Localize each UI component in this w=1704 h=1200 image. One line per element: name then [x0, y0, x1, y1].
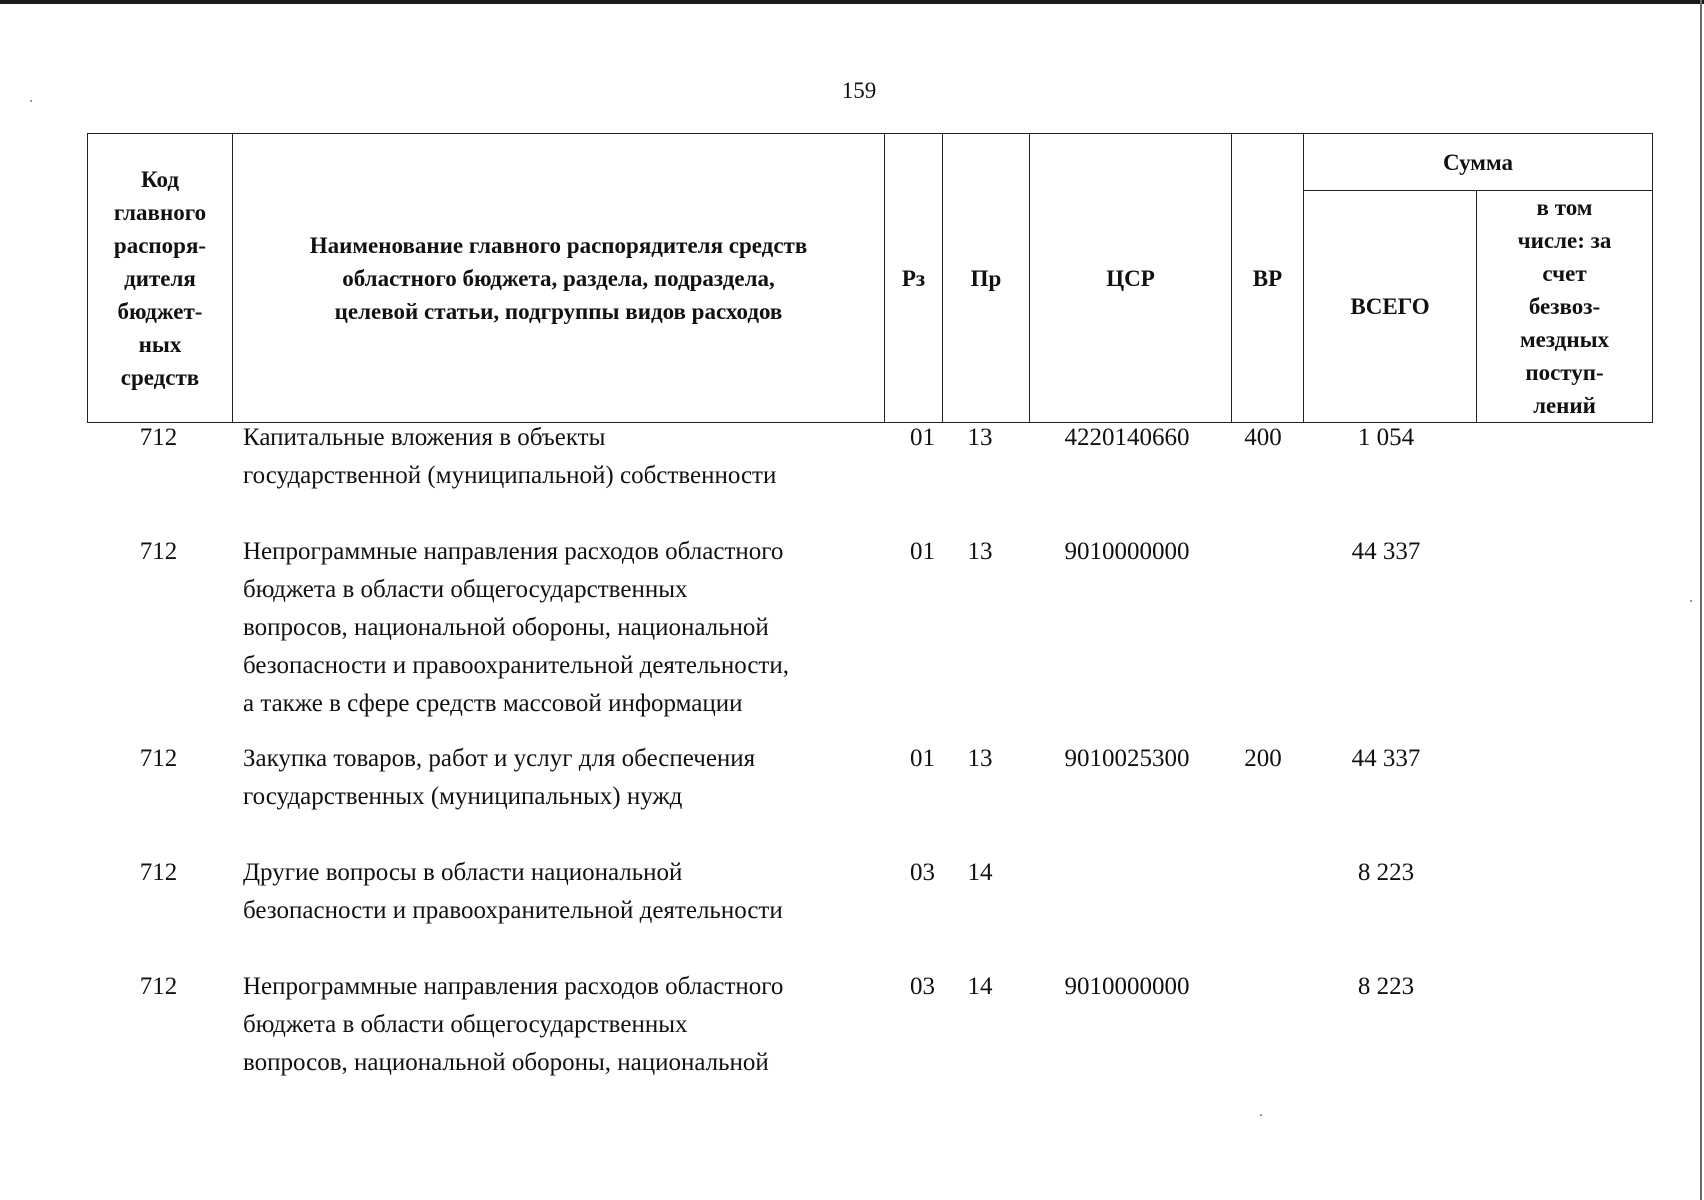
scan-speck [1260, 1114, 1262, 1116]
table-row [87, 740, 1652, 854]
cell-code: 712 [139, 424, 178, 451]
cell-csr: 4220140660 [1064, 424, 1190, 451]
cell-code: 712 [139, 745, 178, 772]
cell-rz: 01 [910, 745, 935, 772]
table-row [87, 968, 1652, 1088]
scan-edge-right [1700, 0, 1702, 1200]
cell-name-line: безопасности и правоохранительной деятельности [243, 897, 783, 924]
header-name-line: Наименование главного распорядителя средств [309, 232, 808, 258]
table-row [87, 854, 1652, 968]
cell-name-line: бюджета в области общегосударственных [243, 1011, 688, 1038]
header-free-line: безвоз- [1528, 294, 1601, 319]
cell-code: 712 [139, 859, 178, 886]
cell-total: 1 054 [1357, 424, 1415, 451]
cell-name-line: вопросов, национальной обороны, национальной [243, 614, 769, 641]
cell-name-line: безопасности и правоохранительной деятельности, [243, 652, 789, 679]
cell-name-line: Непрограммные направления расходов областного [243, 973, 784, 1000]
cell-rz: 01 [910, 538, 935, 565]
cell-rz: 01 [910, 424, 935, 451]
cell-total: 8 223 [1357, 859, 1415, 886]
table-row [87, 419, 1652, 533]
cell-name [243, 968, 883, 1082]
scan-speck [1690, 600, 1692, 602]
cell-csr: 9010000000 [1064, 973, 1190, 1000]
header-code-line: бюджет- [117, 298, 203, 324]
cell-rz: 03 [910, 973, 935, 1000]
cell-pr: 14 [967, 973, 993, 1000]
cell-name-line: бюджета в области общегосударственных [243, 576, 688, 603]
cell-csr: 9010000000 [1064, 538, 1190, 565]
cell-vr: 400 [1244, 424, 1282, 451]
header-total: ВСЕГО [1304, 191, 1477, 423]
scan-edge-top [0, 0, 1704, 4]
header-code-line: средств [120, 364, 200, 390]
header-code-line: ных [138, 331, 182, 357]
cell-name-line: Другие вопросы в области национальной [243, 859, 683, 886]
cell-name-line: государственной (муниципальной) собственности [243, 462, 777, 489]
header-code-line: главного [113, 199, 207, 225]
cell-csr: 9010025300 [1064, 745, 1190, 772]
header-code-line: распоря- [113, 232, 207, 258]
cell-name [243, 419, 883, 495]
page-number: 159 [841, 78, 877, 103]
header-vr: ВР [1232, 134, 1304, 423]
cell-pr: 13 [967, 424, 993, 451]
header-name-line: целевой статьи, подгруппы видов расходов [334, 298, 783, 324]
header-name-line: областного бюджета, раздела, подраздела, [342, 265, 775, 291]
cell-name-line: Непрограммные направления расходов областного [243, 538, 784, 565]
cell-name-line: а также в сфере средств массовой информации [243, 690, 743, 717]
cell-name [243, 740, 883, 816]
cell-code: 712 [139, 973, 178, 1000]
header-free-line: в том [1536, 195, 1593, 220]
header-code [88, 134, 233, 423]
cell-name-line: Капитальные вложения в объекты [243, 424, 606, 451]
cell-total: 44 337 [1351, 745, 1421, 772]
cell-name-line: вопросов, национальной обороны, национальной [243, 1049, 769, 1076]
header-free-line: числе: за [1517, 228, 1612, 253]
header-pr: Пр [943, 134, 1030, 423]
cell-name-line: государственных (муниципальных) нужд [243, 783, 683, 810]
cell-pr: 13 [967, 745, 993, 772]
cell-total: 8 223 [1357, 973, 1415, 1000]
header-name [233, 134, 885, 423]
cell-name-line: Закупка товаров, работ и услуг для обеспечения [243, 745, 756, 772]
table-row [87, 533, 1652, 740]
header-free-line: мездных [1519, 327, 1610, 352]
cell-name [243, 533, 883, 723]
header-rz: Рз [885, 134, 943, 423]
header-free-line: лений [1533, 393, 1596, 418]
table-header [87, 133, 1653, 423]
cell-code: 712 [139, 538, 178, 565]
cell-pr: 13 [967, 538, 993, 565]
header-sum: Сумма [1304, 134, 1653, 191]
cell-rz: 03 [910, 859, 935, 886]
header-free-line: поступ- [1525, 360, 1604, 385]
header-code-line: Код [140, 166, 179, 192]
cell-name [243, 854, 883, 930]
cell-vr: 200 [1244, 745, 1282, 772]
header-code-line: дителя [124, 265, 196, 291]
cell-pr: 14 [967, 859, 993, 886]
header-csr: ЦСР [1030, 134, 1232, 423]
header-free [1477, 191, 1653, 423]
cell-total: 44 337 [1351, 538, 1421, 565]
header-free-line: счет [1542, 261, 1587, 286]
table-body [87, 419, 1652, 1088]
